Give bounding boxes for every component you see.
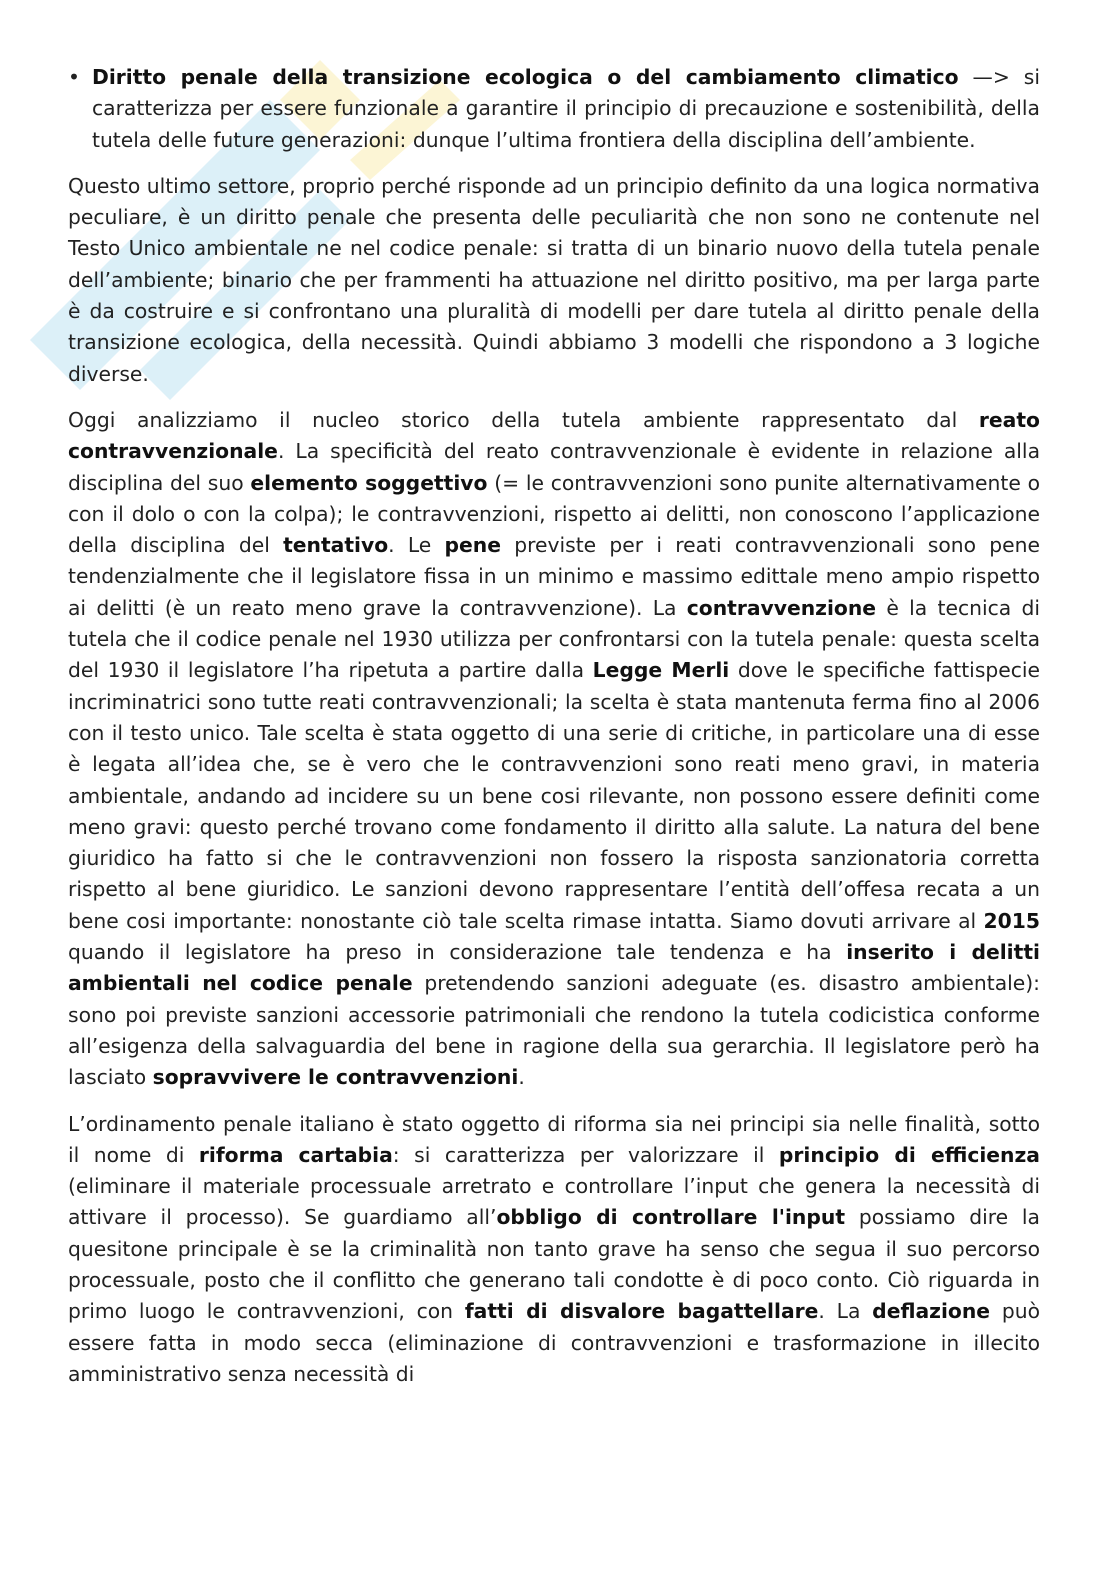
bold-term: Legge Merli bbox=[592, 658, 730, 683]
bold-term: 2015 bbox=[983, 908, 1040, 933]
bold-term: reato contravvenzionale bbox=[68, 407, 1040, 464]
bullet-title: Diritto penale della transizione ecologica o del cambiamento climatico bbox=[92, 65, 959, 89]
text-run: Oggi analizziamo il nucleo storico della tutela ambiente rappresentato dal bbox=[68, 407, 979, 432]
paragraph-1: Questo ultimo settore, proprio perché risponde ad un principio definito da una logica normativa peculiare, è un diritto penale che presenta delle peculiarità che non sono ne contenute nel Testo Unico ambientale ne nel codice penale: si tratta di un binario nuovo della tutela penale dell’ambiente; binario che per frammenti ha attuazione nel diritto positivo, ma per larga parte è da costruire e si confrontano una pluralità di modelli per dare tutela al diritto penale della transizione ecologica, della necessità. Quindi abbiamo 3 modelli che rispondono a 3 logiche diverse. bbox=[68, 173, 1040, 386]
text-run: . bbox=[518, 1065, 525, 1090]
text-run: L’ordinamento penale italiano è stato oggetto di riforma sia nei principi sia nelle finalità, sotto il nome di bbox=[68, 1111, 1040, 1167]
text-run: . La bbox=[818, 1299, 873, 1324]
bullet-text: —> si caratterizza per essere funzionale a garantire il principio di precauzione e sostenibilità, della tutela delle future generazioni: dunque l’ultima frontiera della disciplina dell’ambiente. bbox=[92, 65, 1040, 152]
bold-term: sopravvivere le contravvenzioni bbox=[152, 1065, 519, 1090]
text-run: . La specificità del reato contravvenzionale è evidente in relazione alla disciplina del suo bbox=[68, 439, 1040, 495]
text-run: quando il legislatore ha preso in considerazione tale tendenza e ha bbox=[68, 940, 847, 965]
document-page bbox=[68, 62, 1040, 1405]
bold-term: deflazione bbox=[872, 1299, 991, 1324]
bullet-item bbox=[92, 62, 1040, 156]
text-run: pretendendo sanzioni adeguate (es. disastro ambientale): sono poi previste sanzioni accessorie patrimoniali che rendono la tutela codicistica conforme all’esigenza della salvaguardia del bene in ragione della sua gerarchia. Il legislatore però ha lasciato bbox=[68, 971, 1040, 1090]
text-run: : si caratterizza per valorizzare il bbox=[392, 1142, 779, 1167]
text-run: (eliminare il materiale processuale arretrato e controllare l’input che genera la necessità di attivare il processo). Se guardiamo all’ bbox=[68, 1174, 1040, 1230]
text-run: (= le contravvenzioni sono punite alternativamente o con il dolo o con la colpa); le contravvenzioni, rispetto ai delitti, non conoscono l’applicazione della disciplina del bbox=[68, 470, 1040, 558]
bold-term: tentativo bbox=[283, 533, 389, 558]
bold-term: fatti di disvalore bagattellare bbox=[464, 1299, 819, 1324]
bold-term: principio di efficienza bbox=[778, 1142, 1040, 1167]
bold-term: obbligo di controllare l'input bbox=[496, 1205, 846, 1230]
bold-term: elemento soggettivo bbox=[250, 470, 488, 495]
text-run: dove le specifiche fattispecie incriminatrici sono tutte reati contravvenzionali; la scelta è stata mantenuta ferma fino al 2006 con il testo unico. Tale scelta è stata oggetto di una serie di critiche, in particolare una di esse è legata all’idea che, se è vero che le contravvenzioni sono reati meno gravi, in materia ambientale, andando ad incidere su un bene cosi rilevante, non possono essere definiti come meno gravi: questo perché trovano come fondamento il diritto alla salute. La natura del bene giuridico ha fatto si che le contravvenzioni non fossero la risposta sanzionatoria corretta rispetto al bene giuridico. Le sanzioni devono rappresentare l’entità dell’offesa recata a un bene cosi importante: nonostante ciò tale scelta rimase intatta. Siamo dovuti arrivare al bbox=[68, 658, 1040, 933]
text-run: . Le bbox=[388, 533, 445, 558]
paragraph-2 bbox=[68, 405, 1040, 1094]
text-run: possiamo dire la quesitone principale è se la criminalità non tanto grave ha senso che segua il suo percorso processuale, posto che il conflitto che generano tali condotte è di poco conto. Ciò riguarda in primo luogo le contravvenzioni, con bbox=[68, 1205, 1040, 1324]
bold-term: pene bbox=[444, 533, 501, 558]
bold-term: riforma cartabia bbox=[198, 1142, 393, 1167]
bullet-list bbox=[68, 62, 1040, 156]
bold-term: inserito i delitti ambientali nel codice penale bbox=[68, 940, 1040, 996]
text-run: può essere fatta in modo secca (eliminazione di contravvenzioni e trasformazione in illecito amministrativo senza necessità di bbox=[68, 1299, 1040, 1386]
paragraph-3 bbox=[68, 1109, 1040, 1391]
text-run: è la tecnica di tutela che il codice penale nel 1930 utilizza per confrontarsi con la tutela penale: questa scelta del 1930 il legislatore l’ha ripetuta a partire dalla bbox=[68, 595, 1040, 683]
bold-term: contravvenzione bbox=[686, 595, 877, 620]
text-run: previste per i reati contravvenzionali sono pene tendenzialmente che il legislatore fissa in un minimo e massimo edittale meno ampio rispetto ai delitti (è un reato meno grave la contravvenzione). La bbox=[68, 533, 1040, 620]
